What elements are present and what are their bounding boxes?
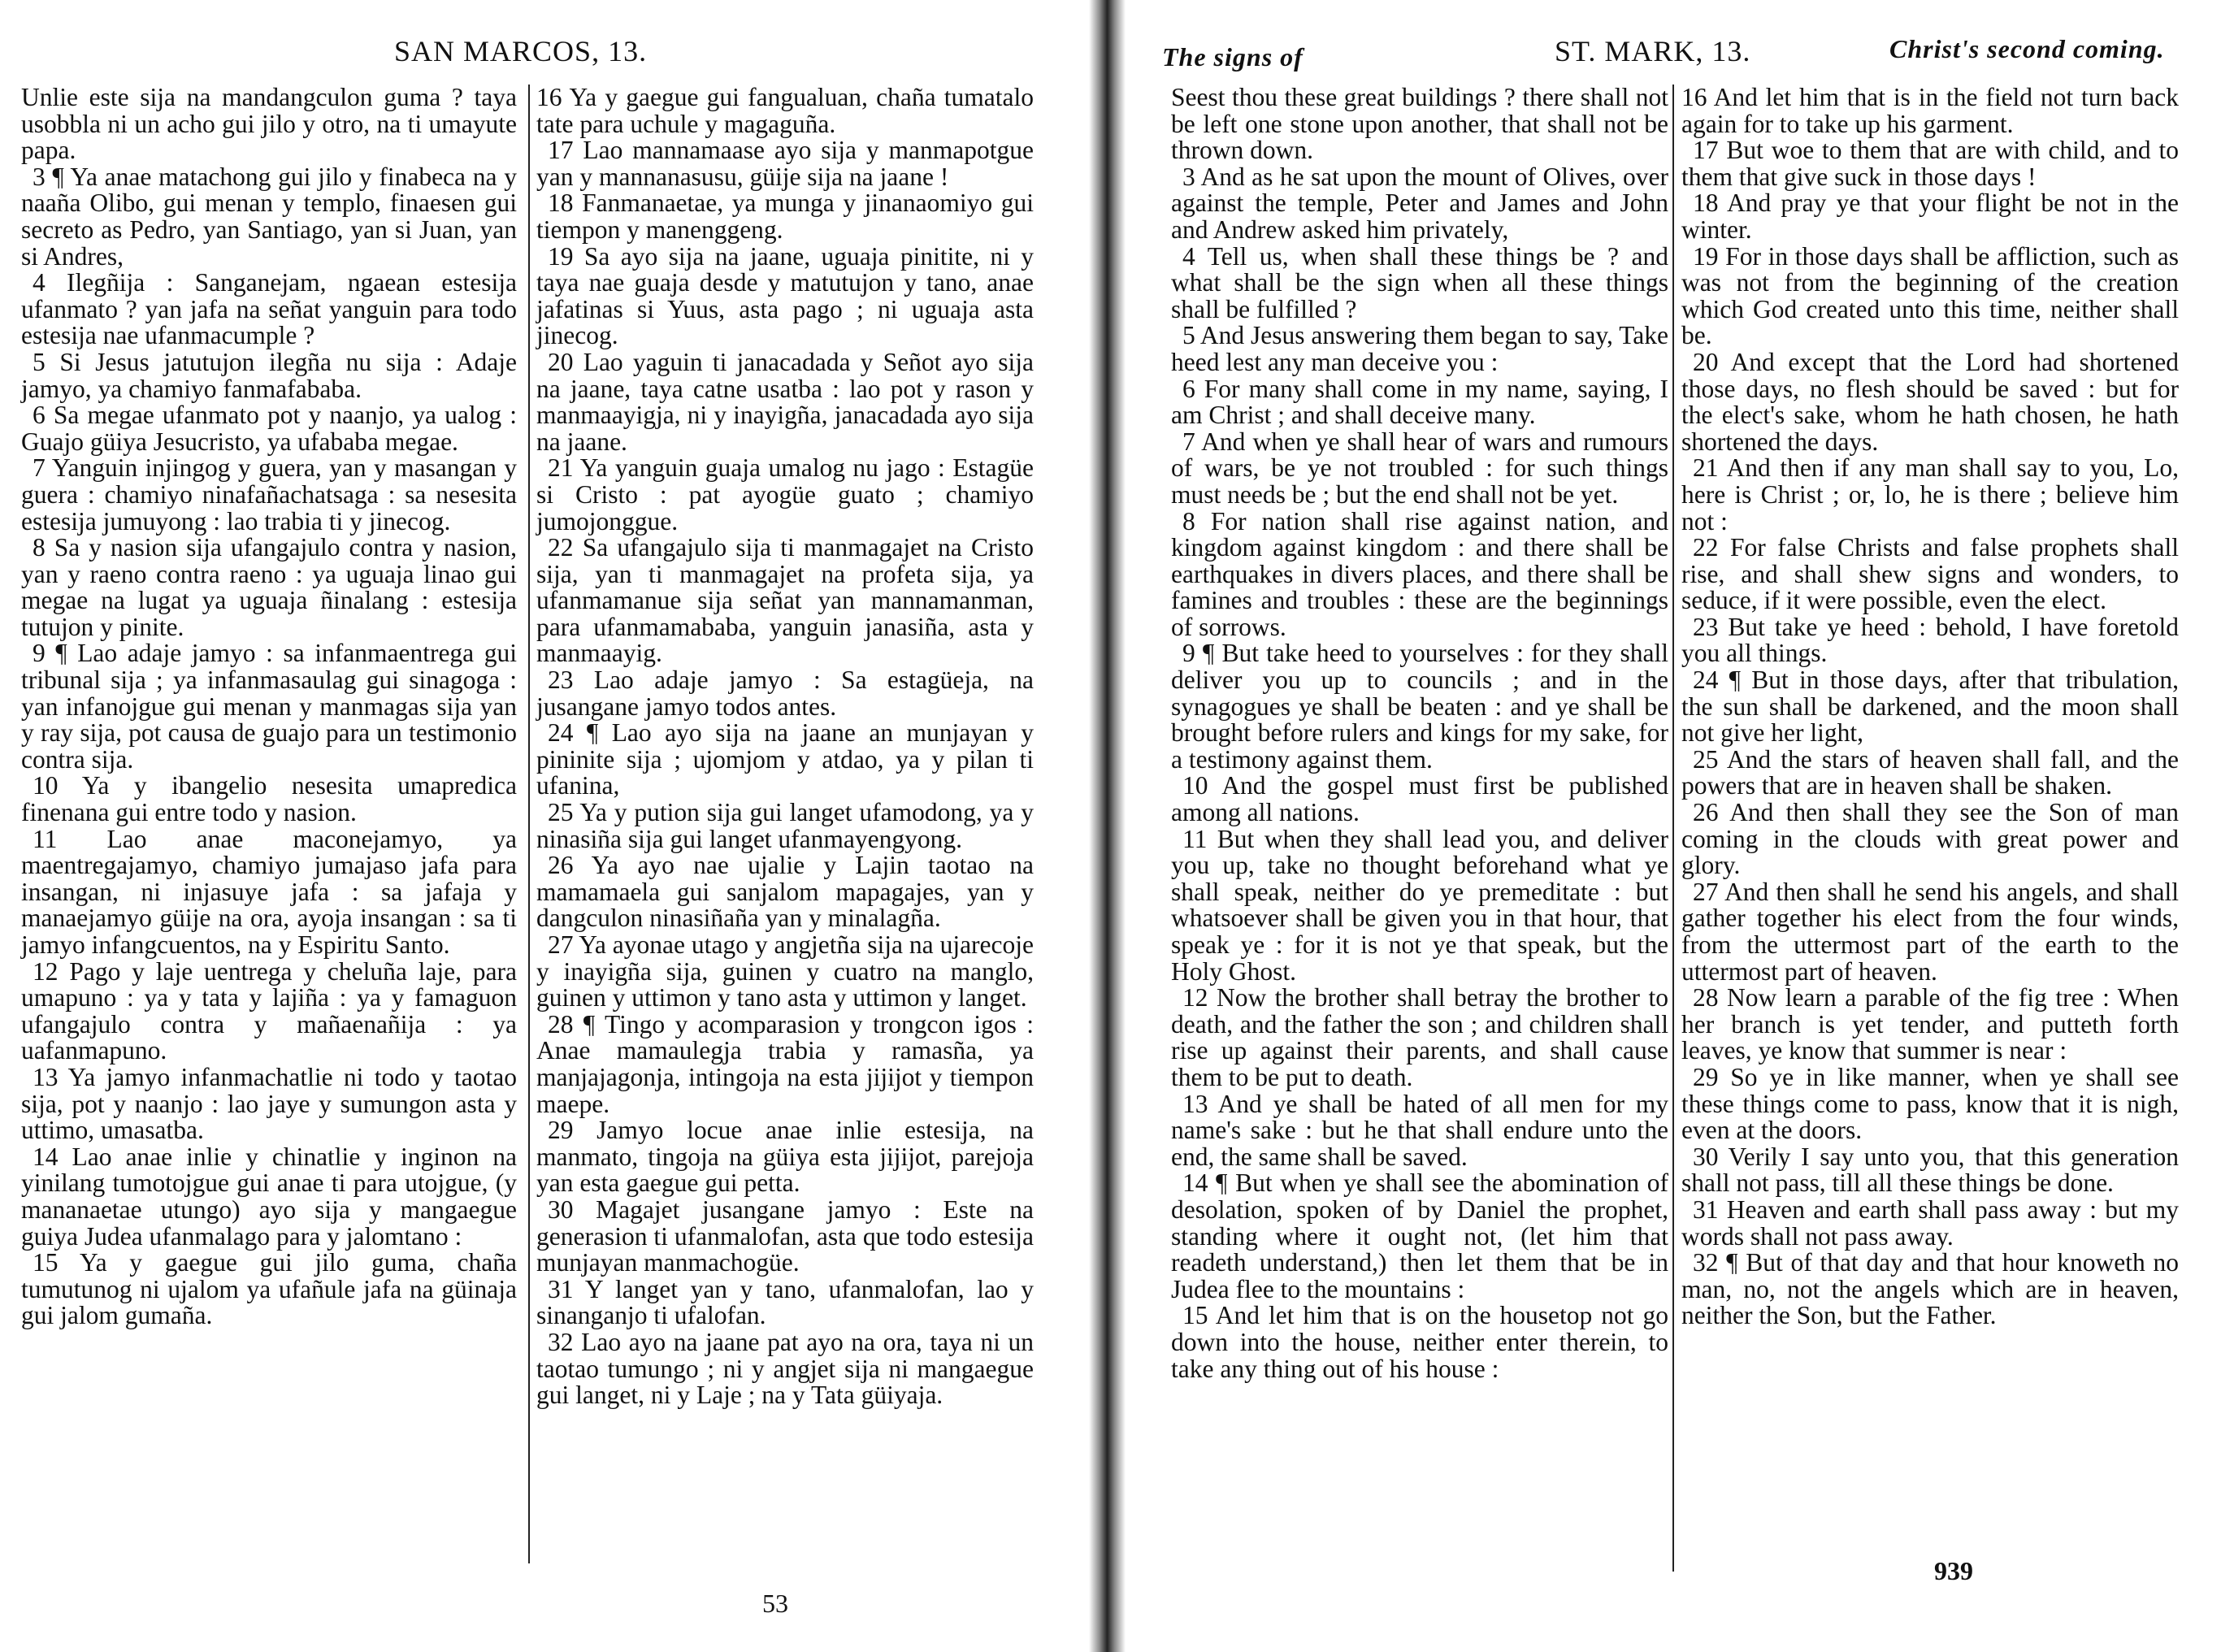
verse-paragraph: 12 Now the brother shall betray the brother to death, and the father the son ; and children shall rise up against their parents, and shall cause them to be put to death. <box>1171 983 1668 1091</box>
verse-paragraph: Seest thou these great buildings ? there shall not be left one stone upon another, that shall not be thrown down. <box>1171 83 1668 165</box>
verse-paragraph: 23 Lao adaje jamyo : Sa estagüeja, na jusangane jamyo todos antes. <box>536 666 1034 721</box>
verse-paragraph: 19 For in those days shall be affliction, such as was not from the beginning of the creation which God created unto this time, neither shall be. <box>1681 241 2179 350</box>
left-page-header: SAN MARCOS, 13. <box>394 35 648 67</box>
right-page <box>1126 0 2221 1652</box>
verse-paragraph: 24 ¶ Lao ayo sija na jaane an munjayan y pininite sija ; ujomjom y atdao, ya y pilan ti ufanina, <box>536 718 1034 800</box>
verse-paragraph: 28 Now learn a parable of the fig tree : When her branch is yet tender, and putteth forth leaves, ye know that summer is near : <box>1681 983 2179 1065</box>
verse-paragraph: 32 Lao ayo na jaane pat ayo na ora, taya ni un taotao tumungo ; ni y angjet sija ni mangaegue gui langet, ni y Laje ; na y Tata güiyaja. <box>536 1327 1034 1410</box>
verse-paragraph: 31 Heaven and earth shall pass away : but my words shall not pass away. <box>1681 1195 2179 1251</box>
book-gutter <box>1089 0 1126 1652</box>
verse-paragraph: 17 But woe to them that are with child, and to them that give suck in those days ! <box>1681 136 2179 191</box>
right-page-header-right: Christ's second coming. <box>1889 34 2165 63</box>
verse-paragraph: 4 Tell us, when shall these things be ? and what shall be the sign when all these things shall be fulfilled ? <box>1171 241 1668 323</box>
verse-paragraph: 13 Ya jamyo infanmachatlie ni todo y taotao sija, pot y naanjo : lao jaye y sumungon asta y uttimo, umasatba. <box>21 1062 517 1145</box>
verse-paragraph: 20 And except that the Lord had shortened those days, no flesh should be saved : but for the elect's sake, whom he hath chosen, he hath shortened the days. <box>1681 347 2179 456</box>
verse-paragraph: 16 And let him that is in the field not turn back again for to take up his garment. <box>1681 83 2179 138</box>
verse-paragraph: 14 ¶ But when ye shall see the abomination of desolation, spoken of by Daniel the prophet, standing where it ought not, (let him that readeth understand,) then let them that be in Judea flee to the mountains : <box>1171 1169 1668 1303</box>
verse-paragraph: 18 Fanmanaetae, ya munga y jinanaomiyo gui tiempon y manenggeng. <box>536 189 1034 244</box>
left-page-number: 53 <box>762 1589 788 1618</box>
verse-paragraph: 30 Verily I say unto you, that this generation shall not pass, till all these things be done. <box>1681 1142 2179 1198</box>
verse-paragraph: 5 And Jesus answering them began to say, Take heed lest any man deceive you : <box>1171 321 1668 376</box>
verse-paragraph: 11 But when they shall lead you, and deliver you up, take no thought beforehand what ye shall speak, neither do ye premeditate : but whatsoever shall be given you in that hour, that speak ye : for it is not ye that speak, but the Holy Ghost. <box>1171 824 1668 986</box>
verse-paragraph: 14 Lao anae inlie y chinatlie y inginon na yinilang tumotojgue gui anae ti para utojgue, (y mananaetae utungo) ayo sija y mangaegue guiya Judea ufanmalago para y jalomtano : <box>21 1142 517 1251</box>
verse-paragraph: 15 Ya y gaegue gui jilo guma, chaña tumutunog ni ujalom ya ufañule jafa na güinaja gui jalom gumaña. <box>21 1248 517 1330</box>
verse-paragraph: 12 Pago y laje uentrega y cheluña laje, para umapuno : ya y tata y lajiña : ya y famaguon ufangajulo contra y mañaenañija : ya uafanmapuno. <box>21 956 517 1065</box>
verse-paragraph: 11 Lao anae maconejamyo, ya maentregajamyo, chamiyo jumajaso jafa para insangan, ni injasuye jafa : sa jafaja y manaejamyo güije na ora, ayoja insangan : sa ti jamyo infangcuentos, na y Espiritu Santo. <box>21 824 517 959</box>
verse-paragraph: 21 Ya yanguin guaja umalog nu jago : Estagüe si Cristo : pat ayogüe guato ; chamiyo jumojonggue. <box>536 453 1034 535</box>
verse-paragraph: 23 But take ye heed : behold, I have foretold you all things. <box>1681 612 2179 668</box>
verse-paragraph: 22 Sa ufangajulo sija ti manmagajet na Cristo sija, yan ti manmagajet na profeta sija, ya ufanmamanue sija señat yan mannamanman, para ufanmamababa, yanguin janasiña, asta y manmaayig. <box>536 533 1034 668</box>
verse-paragraph: 8 For nation shall rise against nation, and kingdom against kingdom : and there shall be earthquakes in divers places, and there shall be famines and troubles : these are the beginnings of sorrows. <box>1171 506 1668 641</box>
verse-paragraph: 9 ¶ But take heed to yourselves : for they shall deliver you up to councils ; and in the synagogues ye shall be beaten : and ye shall be brought before rulers and kings for my sake, for a testimony against them. <box>1171 639 1668 774</box>
verse-paragraph: 19 Sa ayo sija na jaane, uguaja pinitite, ni y taya nae guaja desde y matutujon y tano, anae jafatinas si Yuus, asta pago ; ni uguaja asta jinecog. <box>536 241 1034 350</box>
verse-paragraph: 17 Lao mannamaase ayo sija y manmapotgue yan y mannanasusu, güije sija na jaane ! <box>536 136 1034 191</box>
verse-paragraph: 27 And then shall he send his angels, and shall gather together his elect from the four winds, from the uttermost part of the earth to the uttermost part of heaven. <box>1681 877 2179 986</box>
verse-paragraph: 25 And the stars of heaven shall fall, and the powers that are in heaven shall be shaken. <box>1681 744 2179 800</box>
verse-paragraph: 9 ¶ Lao adaje jamyo : sa infanmaentrega gui tribunal sija ; ya infanmasaulag gui sinagoga : yan infanojgue gui menan y manmagas sija yan y ray sija, pot causa de guajo para un testimonio contra sija. <box>21 639 517 774</box>
verse-paragraph: 26 And then shall they see the Son of man coming in the clouds with great power and glory. <box>1681 798 2179 880</box>
verse-paragraph: 3 ¶ Ya anae matachong gui jilo y finabeca na y naaña Olibo, gui menan y templo, finaesen gui secreto as Pedro, yan Santiago, yan si Juan, yan si Andres, <box>21 162 517 271</box>
verse-paragraph: 28 ¶ Tingo y acomparasion y trongcon igos : Anae mamaulegja trabia y ramasña, ya manjajagonja, intingoja na esta jijijot y tiempon maepe. <box>536 1009 1034 1118</box>
verse-paragraph: 6 For many shall come in my name, saying, I am Christ ; and shall deceive many. <box>1171 374 1668 430</box>
verse-paragraph: 7 Yanguin injingog y guera, yan y masangan y guera : chamiyo ninafañachatsaga : sa nesesita estesija jumuyong : lao trabia ti y jinecog. <box>21 453 517 535</box>
column-divider <box>1672 85 1674 1572</box>
verse-paragraph: 4 Ilegñija : Sanganejam, ngaean estesija ufanmato ? yan jafa na señat yanguin para todo estesija nae ufanmacumple ? <box>21 268 517 350</box>
verse-paragraph: 8 Sa y nasion sija ufangajulo contra y nasion, yan y raeno contra raeno : ya uguaja linao gui megae na lugat ya uguaja ñinalang : estesija tutujon y pinite. <box>21 533 517 641</box>
verse-paragraph: 27 Ya ayonae utago y angjetña sija na ujarecoje y inayigña sija, guinen y cuatro na manglo, guinen y uttimon y tano asta y uttimon y langet. <box>536 930 1034 1012</box>
verse-paragraph: 22 For false Christs and false prophets shall rise, and shall shew signs and wonders, to seduce, if it were possible, even the elect. <box>1681 533 2179 615</box>
right-page-header-center: ST. MARK, 13. <box>1555 35 1751 67</box>
column-divider <box>528 85 530 1563</box>
verse-paragraph: 7 And when ye shall hear of wars and rumours of wars, be ye not troubled : for such things must needs be ; but the end shall not be yet. <box>1171 427 1668 509</box>
verse-paragraph: 31 Y langet yan y tano, ufanmalofan, lao y sinanganjo ti ufalofan. <box>536 1274 1034 1330</box>
verse-paragraph: 18 And pray ye that your flight be not in the winter. <box>1681 189 2179 244</box>
right-page-header-left: The signs of <box>1162 42 1304 72</box>
verse-paragraph: Unlie este sija na mandangculon guma ? taya usobbla ni un acho gui jilo y otro, na ti umayute papa. <box>21 83 517 165</box>
verse-paragraph: 26 Ya ayo nae ujalie y Lajin taotao na mamamaela gui sanjalom mapagajes, yan y dangculon ninasiñaña yan y minalagña. <box>536 851 1034 933</box>
verse-paragraph: 10 Ya y ibangelio nesesita umapredica finenana gui entre todo y nasion. <box>21 771 517 827</box>
verse-paragraph: 21 And then if any man shall say to you, Lo, here is Christ ; or, lo, he is there ; believe him not : <box>1681 453 2179 535</box>
verse-paragraph: 24 ¶ But in those days, after that tribulation, the sun shall be darkened, and the moon shall not give her light, <box>1681 666 2179 748</box>
left-column-1 <box>21 85 517 1329</box>
verse-paragraph: 10 And the gospel must first be published among all nations. <box>1171 771 1668 827</box>
verse-paragraph: 6 Sa megae ufanmato pot y naanjo, ya ualog : Guajo güiya Jesucristo, ya ufababa megae. <box>21 401 517 456</box>
left-column-2 <box>536 85 1034 1409</box>
verse-paragraph: 15 And let him that is on the housetop not go down into the house, neither enter therein, to take any thing out of his house : <box>1171 1301 1668 1383</box>
verse-paragraph: 29 Jamyo locue anae inlie estesija, na manmato, tingoja na güiya esta jijijot, parejoja yan esta gaegue gui petta. <box>536 1116 1034 1198</box>
verse-paragraph: 16 Ya y gaegue gui fangualuan, chaña tumatalo tate para uchule y magaguña. <box>536 83 1034 138</box>
verse-paragraph: 5 Si Jesus jatutujon ilegña nu sija : Adaje jamyo, ya chamiyo fanmafababa. <box>21 347 517 403</box>
verse-paragraph: 3 And as he sat upon the mount of Olives, over against the temple, Peter and James and John and Andrew asked him privately, <box>1171 162 1668 244</box>
left-page <box>0 0 1089 1652</box>
verse-paragraph: 29 So ye in like manner, when ye shall see these things come to pass, know that it is nigh, even at the doors. <box>1681 1062 2179 1145</box>
verse-paragraph: 25 Ya y pution sija gui langet ufamodong, ya y ninasiña sija gui langet ufanmayengyong. <box>536 798 1034 853</box>
right-page-number: 939 <box>1934 1556 1973 1585</box>
verse-paragraph: 20 Lao yaguin ti janacadada y Señot ayo sija na jaane, taya catne usatba : lao pot y rason y manmaayigja, ni y inayigña, janacadada ayo sija na jaane. <box>536 347 1034 456</box>
verse-paragraph: 30 Magajet jusangane jamyo : Este na generasion ti ufanmalofan, asta que todo estesija munjayan manmachogüe. <box>536 1195 1034 1277</box>
right-column-2 <box>1681 85 2179 1329</box>
verse-paragraph: 32 ¶ But of that day and that hour knoweth no man, no, not the angels which are in heaven, neither the Son, but the Father. <box>1681 1248 2179 1330</box>
right-column-1 <box>1171 85 1668 1382</box>
verse-paragraph: 13 And ye shall be hated of all men for my name's sake : but he that shall endure unto the end, the same shall be saved. <box>1171 1089 1668 1171</box>
